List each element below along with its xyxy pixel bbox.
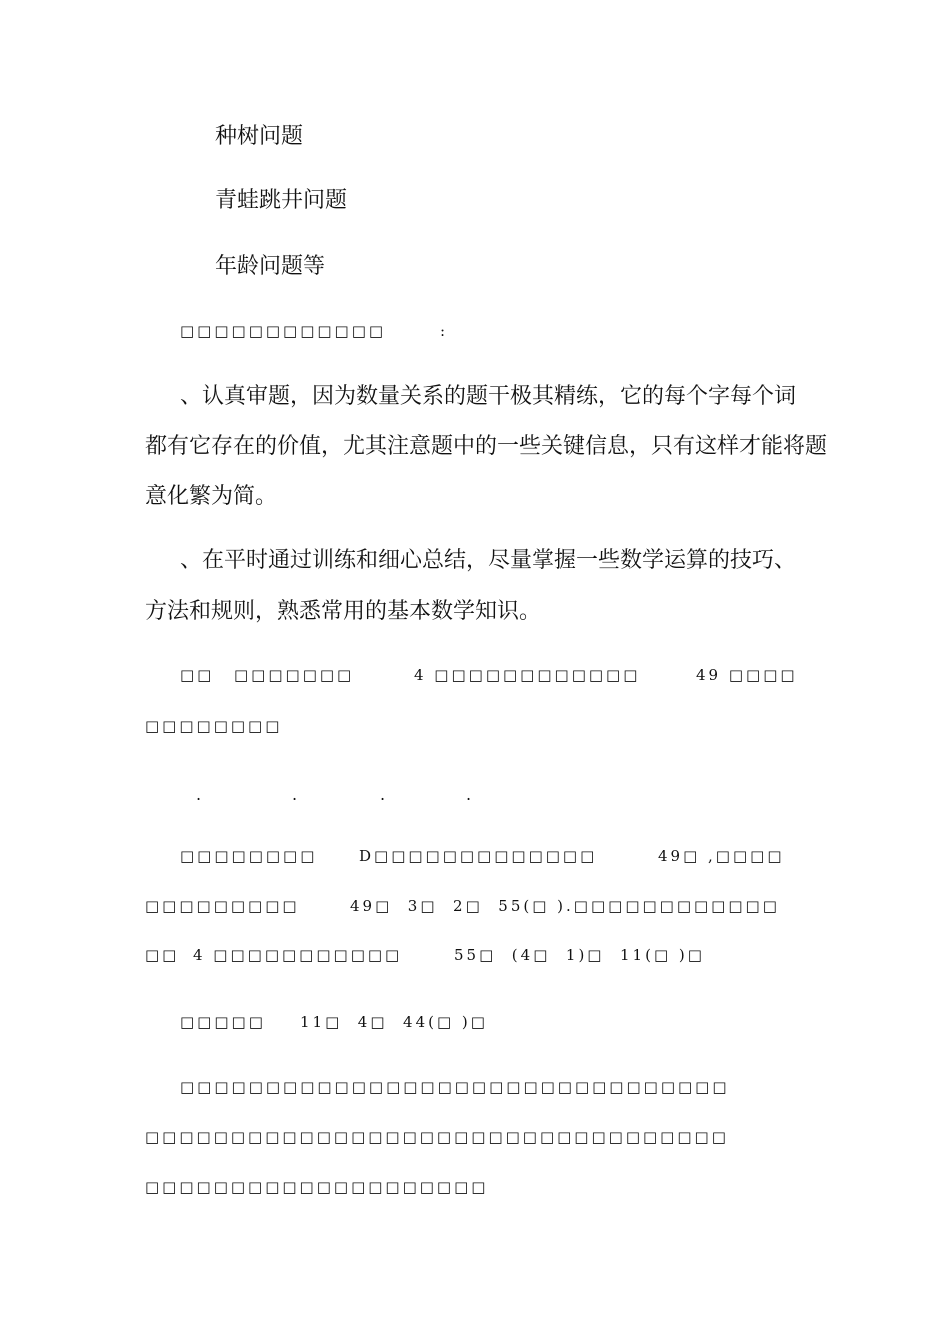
example-text-line-2: □□□□□□□□ [145,717,283,735]
closing-line-2: □□□□□□□□□□□□□□□□□□□□□□□□□□□□□□□□□□ [145,1128,729,1146]
solution-line-3-a: □□ [145,946,180,964]
solution-line-2-b: 49□ 3□ 2□ 55(□ ).□□□□□□□□□□□□ [350,897,780,915]
tip-2-line-2: 方法和规则，熟悉常用的基本数学知识。 [145,599,542,624]
list-item-frog-well: 青蛙跳井问题 [215,188,348,213]
closing-line-1: □□□□□□□□□□□□□□□□□□□□□□□□□□□□□□□□ [180,1078,730,1096]
solution-answer-label: □□□□□ [180,1013,266,1031]
example-text-a: □□□□□□□ [234,666,355,684]
option-dot-b: . [292,785,298,804]
tip-2-line-1: 、在平时通过训练和细心总结，尽量掌握一些数学运算的技巧、 [180,548,797,573]
tip-1-line-1: 、认真审题，因为数量关系的题干极其精练，它的每个字每个词 [180,384,797,409]
solution-answer-value: 11□ 4□ 44(□ )□ [300,1013,488,1031]
option-dot-a: . [196,785,202,804]
example-text-c: 49 □□□□ [696,666,798,684]
solution-line-2-a: □□□□□□□□□ [145,897,300,915]
tip-1-line-3: 意化繁为简。 [145,484,278,509]
section-heading-colon: : [440,322,449,340]
option-dot-d: . [466,785,472,804]
list-item-tree-planting: 种树问题 [215,124,304,149]
section-heading: □□□□□□□□□□□□ [180,322,387,340]
solution-line-1-c: 49□ ,□□□□ [658,847,785,865]
example-text-b: 4 □□□□□□□□□□□□ [414,666,641,684]
closing-line-3: □□□□□□□□□□□□□□□□□□□□ [145,1178,489,1196]
solution-line-3-b: 4 □□□□□□□□□□□ [193,946,403,964]
option-dot-c: . [380,785,386,804]
solution-line-1-b: D□□□□□□□□□□□□□ [359,847,598,865]
list-item-age: 年龄问题等 [215,254,326,279]
tip-1-line-2: 都有它存在的价值，尤其注意题中的一些关键信息，只有这样才能将题 [145,434,828,459]
example-label: □□ [180,666,215,684]
solution-line-3-c: 55□ (4□ 1)□ 11(□ )□ [454,946,705,964]
solution-line-1-a: □□□□□□□□ [180,847,318,865]
